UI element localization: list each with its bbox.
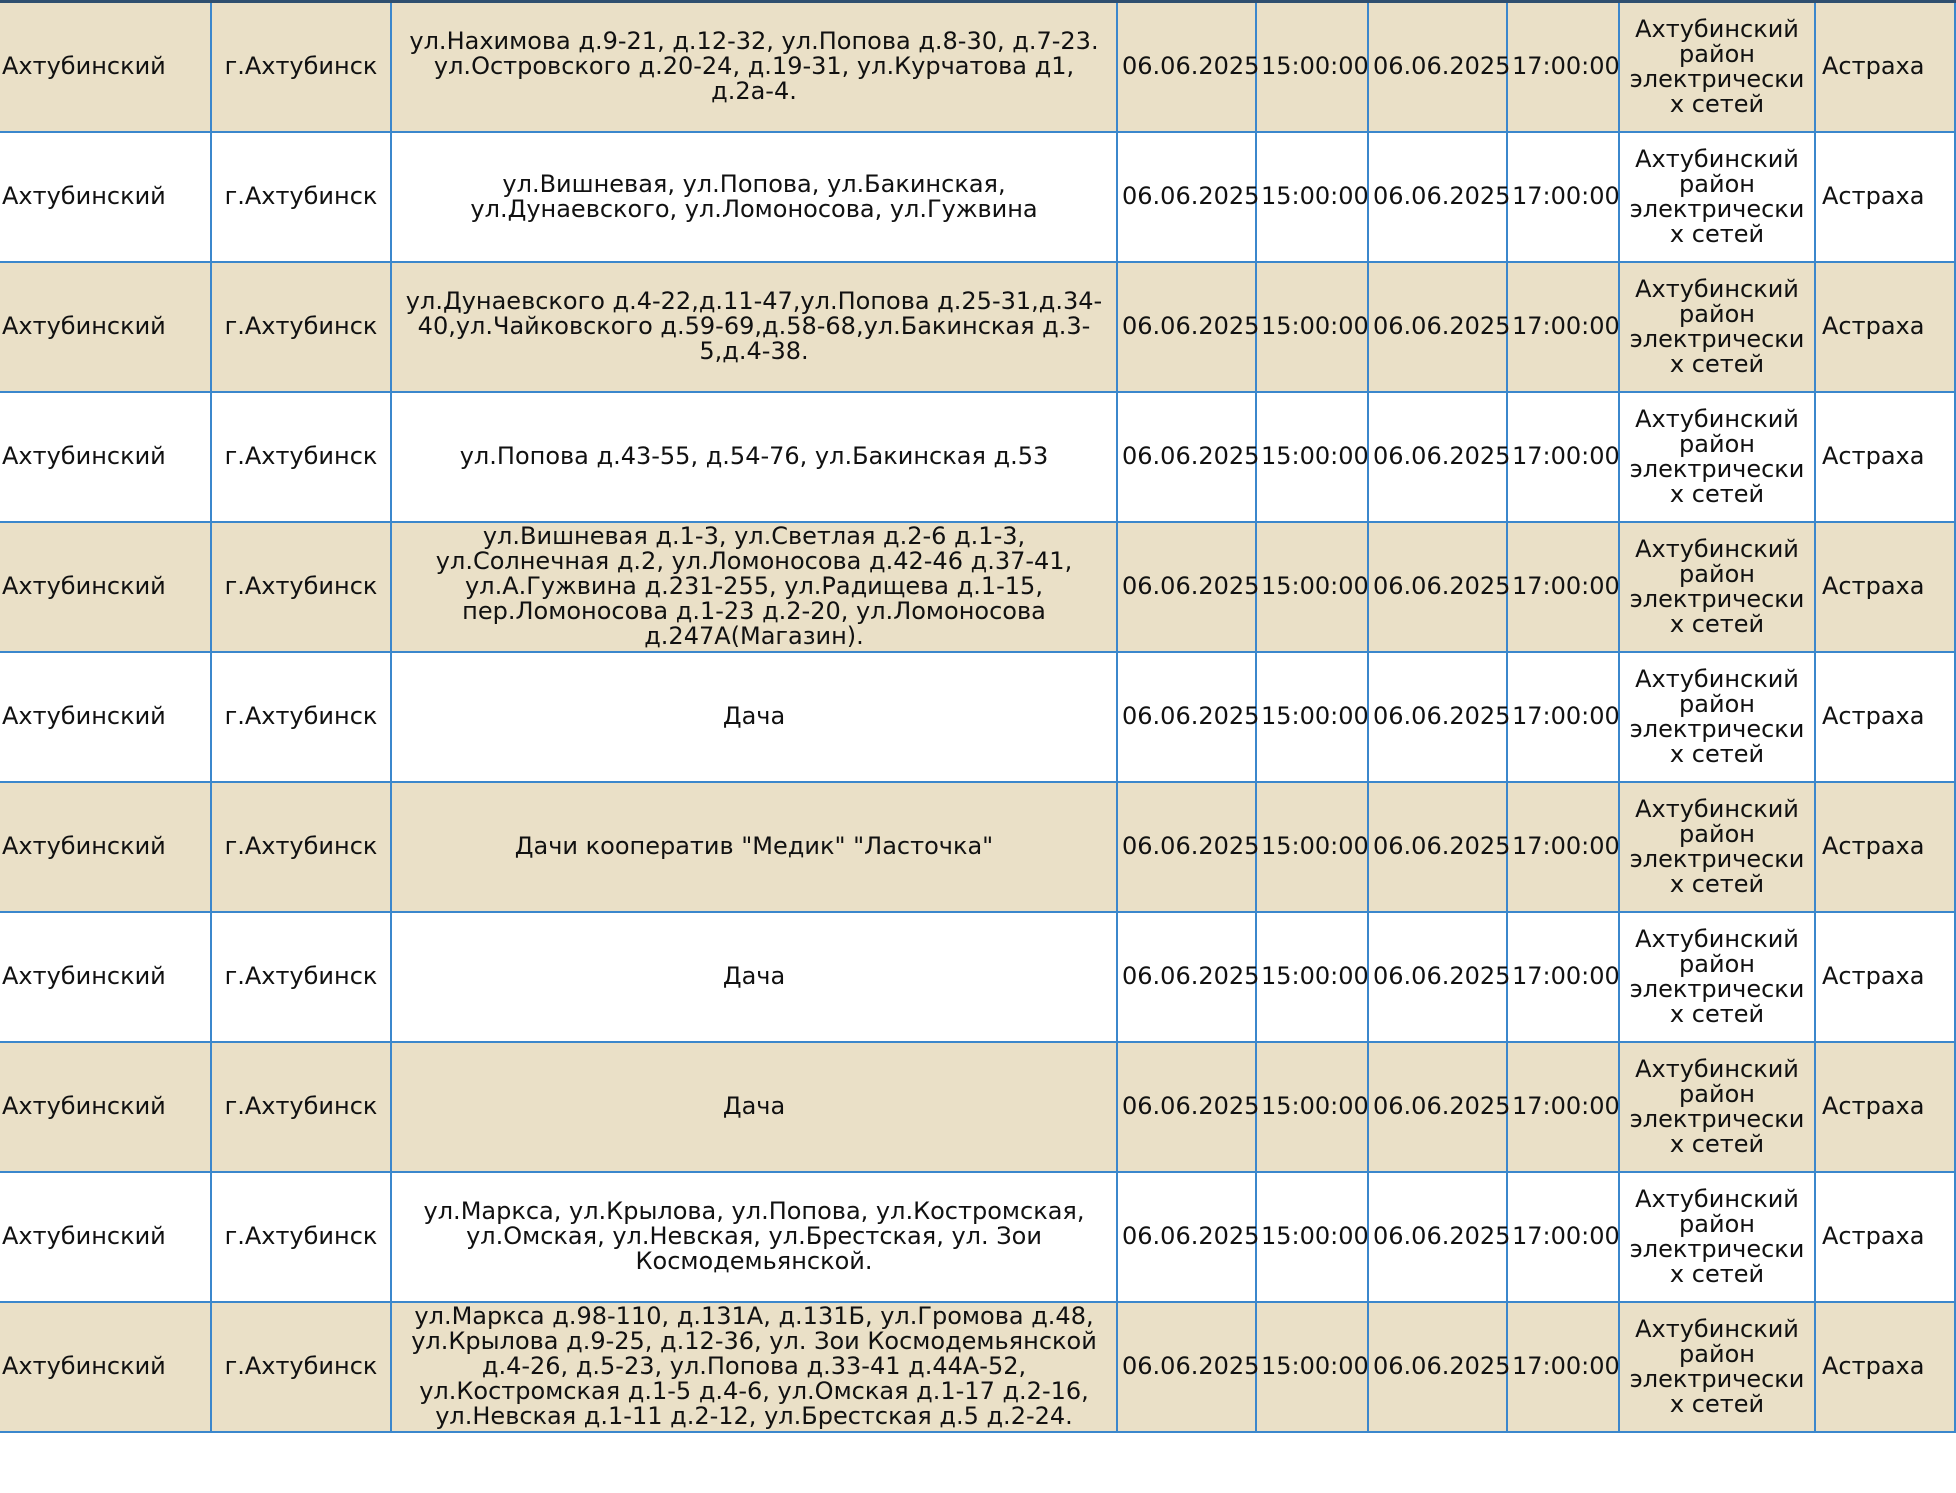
cell-region: Астраха [1815,392,1955,522]
cell-end-date: 06.06.2025 [1368,782,1507,912]
cell-start-date: 06.06.2025 [1117,1172,1256,1302]
table-body [0,2,1955,1432]
cell-city: г.Ахтубинск [211,1172,391,1302]
cell-address: ул.Вишневая, ул.Попова, ул.Бакинская, ул.Дунаевского, ул.Ломоносова, ул.Гужвина [391,132,1117,262]
cell-department: Ахтубинский район электрических сетей [1619,1042,1815,1172]
table-row [0,1042,1955,1172]
cell-end-date: 06.06.2025 [1368,1172,1507,1302]
cell-end-date: 06.06.2025 [1368,1042,1507,1172]
cell-region: Астраха [1815,652,1955,782]
cell-end-time: 17:00:00 [1507,1302,1619,1432]
cell-end-time: 17:00:00 [1507,912,1619,1042]
cell-end-date: 06.06.2025 [1368,522,1507,652]
cell-address: Дачи кооператив "Медик" "Ласточка" [391,782,1117,912]
cell-department: Ахтубинский район электрических сетей [1619,652,1815,782]
cell-end-time: 17:00:00 [1507,522,1619,652]
cell-address: Дача [391,912,1117,1042]
cell-start-time: 15:00:00 [1256,132,1368,262]
cell-address: ул.Дунаевского д.4-22,д.11-47,ул.Попова д.25-31,д.34-40,ул.Чайковского д.59-69,д.58-68,ул.Бакинская д.3-5,д.4-38. [391,262,1117,392]
cell-start-date: 06.06.2025 [1117,1042,1256,1172]
cell-start-time: 15:00:00 [1256,1172,1368,1302]
table-row [0,392,1955,522]
cell-district: Ахтубинский [0,132,211,262]
cell-region: Астраха [1815,132,1955,262]
cell-end-date: 06.06.2025 [1368,132,1507,262]
cell-district: Ахтубинский [0,392,211,522]
cell-district: Ахтубинский [0,782,211,912]
cell-department: Ахтубинский район электрических сетей [1619,1172,1815,1302]
cell-end-date: 06.06.2025 [1368,392,1507,522]
cell-district: Ахтубинский [0,2,211,132]
table-row [0,262,1955,392]
cell-end-date: 06.06.2025 [1368,2,1507,132]
cell-address: Дача [391,1042,1117,1172]
cell-address: ул.Вишневая д.1-3, ул.Светлая д.2-6 д.1-3, ул.Солнечная д.2, ул.Ломоносова д.42-46 д.37-41, ул.А.Гужвина д.231-255, ул.Радищева д.1-15, пер.Ломоносова д.1-23 д.2-20, ул.Ломоносова д.247А(Магазин). [391,522,1117,652]
table-row [0,652,1955,782]
cell-region: Астраха [1815,262,1955,392]
cell-end-date: 06.06.2025 [1368,1302,1507,1432]
cell-department: Ахтубинский район электрических сетей [1619,782,1815,912]
cell-start-time: 15:00:00 [1256,262,1368,392]
cell-start-date: 06.06.2025 [1117,1302,1256,1432]
cell-city: г.Ахтубинск [211,652,391,782]
cell-start-date: 06.06.2025 [1117,132,1256,262]
cell-start-time: 15:00:00 [1256,392,1368,522]
cell-region: Астраха [1815,2,1955,132]
cell-start-time: 15:00:00 [1256,522,1368,652]
cell-region: Астраха [1815,782,1955,912]
cell-city: г.Ахтубинск [211,392,391,522]
cell-end-time: 17:00:00 [1507,132,1619,262]
cell-start-date: 06.06.2025 [1117,522,1256,652]
cell-region: Астраха [1815,1042,1955,1172]
cell-start-date: 06.06.2025 [1117,782,1256,912]
cell-start-time: 15:00:00 [1256,912,1368,1042]
cell-department: Ахтубинский район электрических сетей [1619,262,1815,392]
cell-start-date: 06.06.2025 [1117,652,1256,782]
cell-city: г.Ахтубинск [211,132,391,262]
cell-region: Астраха [1815,1172,1955,1302]
cell-city: г.Ахтубинск [211,912,391,1042]
cell-start-date: 06.06.2025 [1117,262,1256,392]
cell-start-date: 06.06.2025 [1117,912,1256,1042]
cell-end-time: 17:00:00 [1507,2,1619,132]
cell-end-date: 06.06.2025 [1368,262,1507,392]
cell-start-time: 15:00:00 [1256,1302,1368,1432]
cell-district: Ахтубинский [0,912,211,1042]
cell-city: г.Ахтубинск [211,522,391,652]
cell-start-date: 06.06.2025 [1117,392,1256,522]
table-row [0,2,1955,132]
cell-district: Ахтубинский [0,1302,211,1432]
cell-start-date: 06.06.2025 [1117,2,1256,132]
cell-end-time: 17:00:00 [1507,392,1619,522]
cell-end-date: 06.06.2025 [1368,912,1507,1042]
table-row [0,132,1955,262]
cell-start-time: 15:00:00 [1256,1042,1368,1172]
table-row [0,912,1955,1042]
cell-start-time: 15:00:00 [1256,2,1368,132]
cell-region: Астраха [1815,1302,1955,1432]
cell-start-time: 15:00:00 [1256,652,1368,782]
cell-city: г.Ахтубинск [211,262,391,392]
cell-address: Дача [391,652,1117,782]
cell-end-time: 17:00:00 [1507,652,1619,782]
cell-end-time: 17:00:00 [1507,782,1619,912]
cell-department: Ахтубинский район электрических сетей [1619,392,1815,522]
cell-city: г.Ахтубинск [211,1042,391,1172]
cell-address: ул.Маркса, ул.Крылова, ул.Попова, ул.Костромская, ул.Омская, ул.Невская, ул.Брестская, ул. Зои Космодемьянской. [391,1172,1117,1302]
cell-city: г.Ахтубинск [211,782,391,912]
cell-end-date: 06.06.2025 [1368,652,1507,782]
table-row [0,1172,1955,1302]
cell-department: Ахтубинский район электрических сетей [1619,132,1815,262]
cell-department: Ахтубинский район электрических сетей [1619,2,1815,132]
cell-district: Ахтубинский [0,652,211,782]
cell-end-time: 17:00:00 [1507,1042,1619,1172]
cell-region: Астраха [1815,522,1955,652]
cell-end-time: 17:00:00 [1507,262,1619,392]
cell-department: Ахтубинский район электрических сетей [1619,522,1815,652]
table-row [0,522,1955,652]
cell-end-time: 17:00:00 [1507,1172,1619,1302]
cell-city: г.Ахтубинск [211,1302,391,1432]
cell-district: Ахтубинский [0,1042,211,1172]
cell-city: г.Ахтубинск [211,2,391,132]
cell-address: ул.Нахимова д.9-21, д.12-32, ул.Попова д.8-30, д.7-23. ул.Островского д.20-24, д.19-31, ул.Курчатова д1, д.2а-4. [391,2,1117,132]
cell-district: Ахтубинский [0,522,211,652]
cell-start-time: 15:00:00 [1256,782,1368,912]
cell-address: ул.Попова д.43-55, д.54-76, ул.Бакинская д.53 [391,392,1117,522]
table-row [0,782,1955,912]
cell-department: Ахтубинский район электрических сетей [1619,912,1815,1042]
cell-department: Ахтубинский район электрических сетей [1619,1302,1815,1432]
cell-region: Астраха [1815,912,1955,1042]
table-row [0,1302,1955,1432]
cell-district: Ахтубинский [0,262,211,392]
cell-district: Ахтубинский [0,1172,211,1302]
cell-address: ул.Маркса д.98-110, д.131А, д.131Б, ул.Громова д.48, ул.Крылова д.9-25, д.12-36, ул. Зои Космодемьянской д.4-26, д.5-23, ул.Попова д.33-41 д.44А-52, ул.Костромская д.1-5 д.4-6, ул.Омская д.1-17 д.2-16, ул.Невская д.1-11 д.2-12, ул.Брестская д.5 д.2-24. [391,1302,1117,1432]
